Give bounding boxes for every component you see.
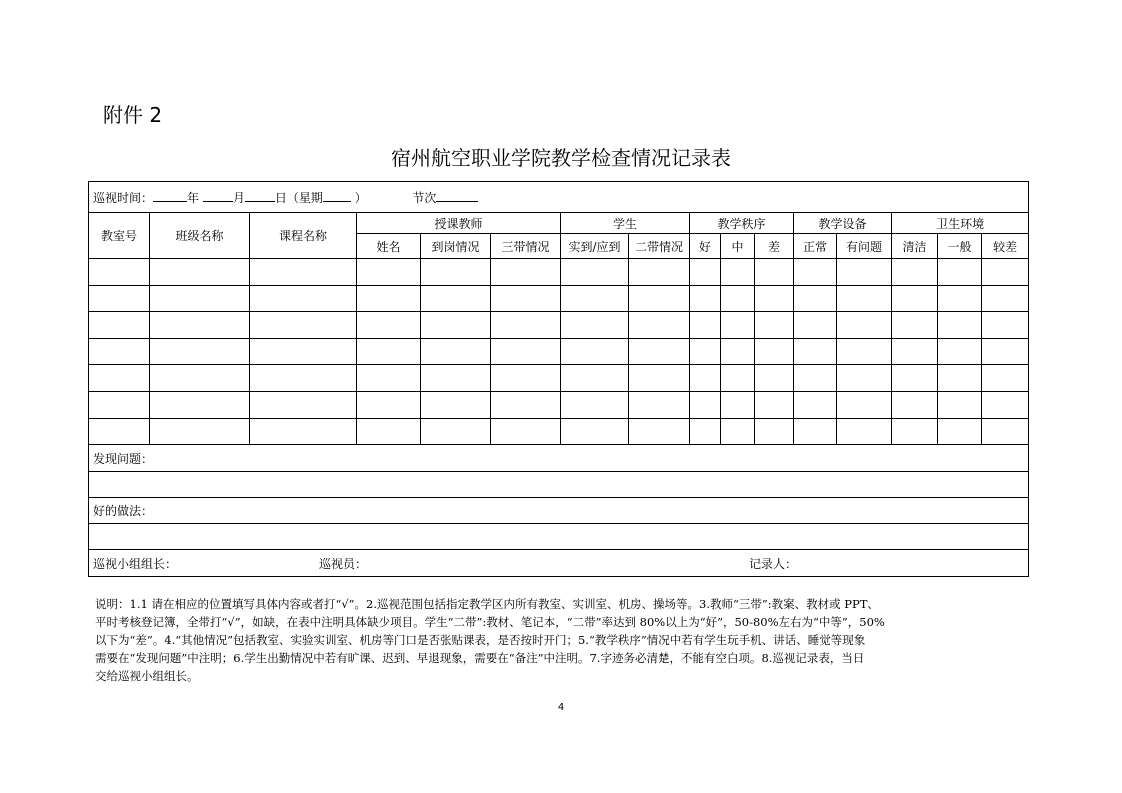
table-cell[interactable] bbox=[629, 285, 690, 312]
table-cell[interactable] bbox=[250, 418, 357, 445]
table-cell[interactable] bbox=[837, 285, 892, 312]
table-cell[interactable] bbox=[561, 418, 629, 445]
period-blank[interactable] bbox=[436, 189, 478, 202]
table-cell[interactable] bbox=[892, 391, 938, 418]
table-cell[interactable] bbox=[491, 391, 561, 418]
table-cell[interactable] bbox=[794, 418, 837, 445]
year-blank[interactable] bbox=[153, 189, 187, 202]
table-cell[interactable] bbox=[794, 365, 837, 392]
table-cell[interactable] bbox=[938, 418, 982, 445]
table-cell[interactable] bbox=[629, 418, 690, 445]
inspector-label: 巡视员： bbox=[319, 556, 368, 571]
table-cell[interactable] bbox=[150, 418, 250, 445]
problems-entry[interactable] bbox=[89, 472, 1029, 498]
header-hygiene-poor: 较差 bbox=[982, 234, 1029, 259]
header-hygiene-average: 一般 bbox=[938, 234, 982, 259]
good-practice-entry[interactable] bbox=[89, 524, 1029, 550]
table-cell[interactable] bbox=[250, 312, 357, 339]
table-cell[interactable] bbox=[938, 391, 982, 418]
table-cell[interactable] bbox=[491, 418, 561, 445]
period-label: 节次 bbox=[412, 190, 437, 205]
year-label: 年 bbox=[187, 190, 200, 205]
signature-row bbox=[89, 550, 1029, 577]
good-practice-label: 好的做法： bbox=[89, 498, 1029, 524]
table-cell[interactable] bbox=[421, 312, 491, 339]
month-blank[interactable] bbox=[203, 189, 233, 202]
table-cell[interactable] bbox=[250, 338, 357, 365]
table-cell[interactable] bbox=[755, 259, 794, 286]
table-cell[interactable] bbox=[982, 285, 1029, 312]
table-cell[interactable] bbox=[721, 285, 755, 312]
table-cell[interactable] bbox=[721, 338, 755, 365]
instructions-note: 说明：1.1 请在相应的位置填写具体内容或者打“√”。2.巡视范围包括指定教学区内所有教室、实训室、机房、操场等。3.教师“三带”:教案、教材或 PPT、 平时考核登记簿，全带打“√”，如缺，在表中注明具体缺少项目。学生“二带”:教材、笔记本，“二带”率达到 80%以上为“好”，50-80%左右为“中等”，50% 以下为“差”。4.“其他情况”包括教室、实验实训室、机房等门口是否张贴课表，是否按时开门；5.“教学秩序”情况中若有学生玩手机、讲话、睡觉等现象 需要在“发现问题”中注明；6.学生出勤情况中若有旷课、迟到、早退现象，需要在“备注”中注明。7.字迹务必清楚，不能有空白项。8.巡视记录表，当日 交给巡视小组组长。 bbox=[95, 597, 885, 683]
table-cell[interactable] bbox=[491, 365, 561, 392]
table-cell[interactable] bbox=[892, 365, 938, 392]
recorder-label: 记录人： bbox=[749, 556, 798, 571]
table-cell[interactable] bbox=[837, 259, 892, 286]
table-cell[interactable] bbox=[690, 259, 721, 286]
header-student-two-items: 二带情况 bbox=[629, 234, 690, 259]
patrol-time-cell bbox=[89, 182, 1029, 213]
header-teacher: 授课教师 bbox=[357, 213, 561, 234]
table-cell[interactable] bbox=[89, 285, 150, 312]
table-cell[interactable] bbox=[629, 312, 690, 339]
table-cell[interactable] bbox=[938, 338, 982, 365]
table-cell[interactable] bbox=[629, 365, 690, 392]
table-cell[interactable] bbox=[150, 365, 250, 392]
table-row bbox=[89, 338, 1029, 365]
table-cell[interactable] bbox=[938, 259, 982, 286]
page-number: 4 bbox=[557, 702, 565, 713]
table-cell[interactable] bbox=[690, 285, 721, 312]
header-equipment: 教学设备 bbox=[794, 213, 892, 234]
table-cell[interactable] bbox=[721, 418, 755, 445]
patrol-time-label: 巡视时间： bbox=[93, 190, 154, 205]
form-title: 宿州航空职业学院教学检查情况记录表 bbox=[391, 146, 731, 170]
table-cell[interactable] bbox=[690, 391, 721, 418]
table-cell[interactable] bbox=[89, 418, 150, 445]
table-cell[interactable] bbox=[892, 338, 938, 365]
table-cell[interactable] bbox=[89, 391, 150, 418]
table-cell[interactable] bbox=[690, 365, 721, 392]
table-cell[interactable] bbox=[721, 259, 755, 286]
good-entry-row bbox=[89, 524, 1029, 550]
table-cell[interactable] bbox=[837, 365, 892, 392]
table-cell[interactable] bbox=[357, 418, 421, 445]
table-cell[interactable] bbox=[421, 418, 491, 445]
table-cell[interactable] bbox=[837, 312, 892, 339]
table-row bbox=[89, 418, 1029, 445]
table-cell[interactable] bbox=[721, 391, 755, 418]
header-hygiene: 卫生环境 bbox=[892, 213, 1029, 234]
header-order-poor: 差 bbox=[755, 234, 794, 259]
table-cell[interactable] bbox=[892, 285, 938, 312]
leader-label: 巡视小组组长： bbox=[93, 556, 178, 571]
table-cell[interactable] bbox=[755, 365, 794, 392]
table-row bbox=[89, 365, 1029, 392]
table-cell[interactable] bbox=[150, 338, 250, 365]
table-cell[interactable] bbox=[561, 391, 629, 418]
header-class-name: 班级名称 bbox=[150, 213, 250, 259]
table-cell[interactable] bbox=[794, 338, 837, 365]
header-order-good: 好 bbox=[690, 234, 721, 259]
table-cell[interactable] bbox=[250, 365, 357, 392]
header-teacher-name: 姓名 bbox=[357, 234, 421, 259]
table-row bbox=[89, 259, 1029, 286]
header-equipment-normal: 正常 bbox=[794, 234, 837, 259]
table-cell[interactable] bbox=[755, 285, 794, 312]
table-cell[interactable] bbox=[421, 365, 491, 392]
table-cell[interactable] bbox=[89, 365, 150, 392]
table-cell[interactable] bbox=[421, 391, 491, 418]
table-cell[interactable] bbox=[721, 312, 755, 339]
table-cell[interactable] bbox=[938, 365, 982, 392]
day-label: 日（星期 bbox=[274, 190, 323, 205]
table-cell[interactable] bbox=[250, 391, 357, 418]
table-cell[interactable] bbox=[892, 259, 938, 286]
table-cell[interactable] bbox=[150, 259, 250, 286]
table-cell[interactable] bbox=[794, 312, 837, 339]
table-cell[interactable] bbox=[794, 285, 837, 312]
table-cell[interactable] bbox=[89, 259, 150, 286]
good-label-row bbox=[89, 498, 1029, 524]
signature-cell bbox=[89, 550, 1029, 577]
table-cell[interactable] bbox=[892, 418, 938, 445]
table-cell[interactable] bbox=[938, 285, 982, 312]
problems-entry-row bbox=[89, 472, 1029, 498]
problems-label-row bbox=[89, 445, 1029, 472]
table-cell[interactable] bbox=[421, 259, 491, 286]
table-cell[interactable] bbox=[250, 259, 357, 286]
table-cell[interactable] bbox=[357, 285, 421, 312]
table-cell[interactable] bbox=[250, 285, 357, 312]
table-cell[interactable] bbox=[755, 391, 794, 418]
table-cell[interactable] bbox=[938, 312, 982, 339]
table-cell[interactable] bbox=[690, 312, 721, 339]
table-cell[interactable] bbox=[150, 285, 250, 312]
table-cell[interactable] bbox=[491, 338, 561, 365]
table-cell[interactable] bbox=[561, 338, 629, 365]
header-student: 学生 bbox=[561, 213, 690, 234]
inspection-record-table bbox=[88, 181, 1029, 577]
table-cell[interactable] bbox=[89, 312, 150, 339]
table-cell[interactable] bbox=[755, 418, 794, 445]
header-student-actual-expected: 实到/应到 bbox=[561, 234, 629, 259]
table-cell[interactable] bbox=[491, 312, 561, 339]
table-cell[interactable] bbox=[629, 391, 690, 418]
table-cell[interactable] bbox=[982, 338, 1029, 365]
attachment-label: 附件 2 bbox=[103, 103, 163, 127]
table-cell[interactable] bbox=[755, 312, 794, 339]
table-cell[interactable] bbox=[357, 312, 421, 339]
table-cell[interactable] bbox=[794, 259, 837, 286]
table-cell[interactable] bbox=[561, 285, 629, 312]
table-cell[interactable] bbox=[357, 259, 421, 286]
table-cell[interactable] bbox=[690, 418, 721, 445]
patrol-time-row bbox=[89, 182, 1029, 213]
table-row bbox=[89, 391, 1029, 418]
header-teacher-attendance: 到岗情况 bbox=[421, 234, 491, 259]
table-cell[interactable] bbox=[357, 365, 421, 392]
table-cell[interactable] bbox=[491, 285, 561, 312]
table-cell[interactable] bbox=[150, 391, 250, 418]
table-cell[interactable] bbox=[357, 391, 421, 418]
table-cell[interactable] bbox=[982, 259, 1029, 286]
day-blank[interactable] bbox=[245, 189, 275, 202]
table-cell[interactable] bbox=[794, 391, 837, 418]
table-cell[interactable] bbox=[421, 285, 491, 312]
table-cell[interactable] bbox=[982, 418, 1029, 445]
table-cell[interactable] bbox=[837, 391, 892, 418]
table-cell[interactable] bbox=[629, 259, 690, 286]
table-cell[interactable] bbox=[721, 365, 755, 392]
table-cell[interactable] bbox=[150, 312, 250, 339]
table-cell[interactable] bbox=[982, 365, 1029, 392]
table-cell[interactable] bbox=[421, 338, 491, 365]
table-cell[interactable] bbox=[357, 338, 421, 365]
table-cell[interactable] bbox=[629, 338, 690, 365]
header-order-medium: 中 bbox=[721, 234, 755, 259]
table-row bbox=[89, 312, 1029, 339]
table-cell[interactable] bbox=[561, 365, 629, 392]
problems-label: 发现问题： bbox=[89, 445, 1029, 472]
table-cell[interactable] bbox=[89, 338, 150, 365]
header-equipment-problem: 有问题 bbox=[837, 234, 892, 259]
header-teacher-three-items: 三带情况 bbox=[491, 234, 561, 259]
header-row-1 bbox=[89, 213, 1029, 234]
table-cell[interactable] bbox=[982, 391, 1029, 418]
table-row bbox=[89, 285, 1029, 312]
table-cell[interactable] bbox=[837, 418, 892, 445]
header-order: 教学秩序 bbox=[690, 213, 794, 234]
header-room: 教室号 bbox=[89, 213, 150, 259]
table-cell[interactable] bbox=[755, 338, 794, 365]
weekday-blank[interactable] bbox=[323, 189, 351, 202]
record-rows bbox=[89, 259, 1029, 445]
table-cell[interactable] bbox=[561, 259, 629, 286]
header-course: 课程名称 bbox=[250, 213, 357, 259]
table-cell[interactable] bbox=[837, 338, 892, 365]
table-cell[interactable] bbox=[561, 312, 629, 339]
month-label: 月 bbox=[232, 190, 245, 205]
table-cell[interactable] bbox=[892, 312, 938, 339]
weekday-close: ） bbox=[354, 190, 367, 205]
table-cell[interactable] bbox=[491, 259, 561, 286]
header-hygiene-clean: 清洁 bbox=[892, 234, 938, 259]
table-cell[interactable] bbox=[690, 338, 721, 365]
table-cell[interactable] bbox=[982, 312, 1029, 339]
